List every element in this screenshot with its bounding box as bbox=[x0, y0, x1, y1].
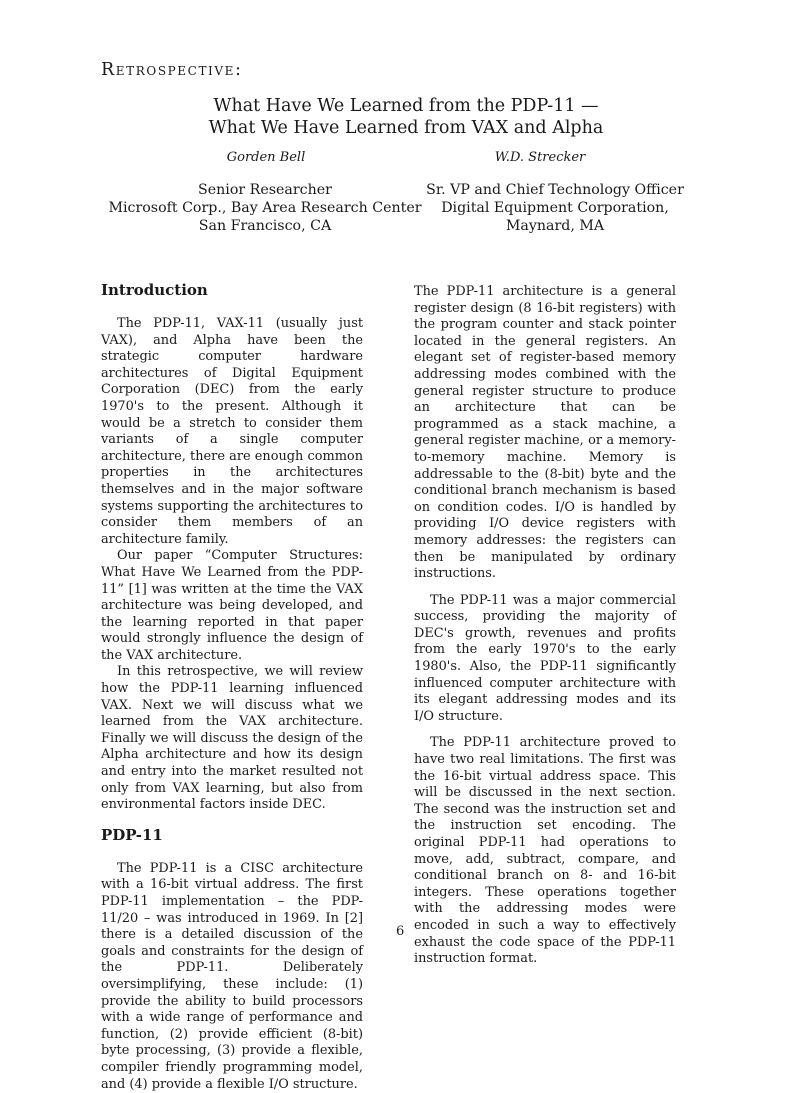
affiliation-line: Digital Equipment Corporation, bbox=[441, 200, 669, 216]
section-kicker: Retrospective: bbox=[101, 60, 243, 80]
section-heading-introduction: Introduction bbox=[101, 281, 208, 299]
section-heading-pdp11: PDP-11 bbox=[101, 825, 163, 844]
paragraph-continuation: The PDP-11 architecture is a general register design (8 16-bit registers) with the program counter and stack pointer located in the general registers. An elegant set of register-based memory addressing modes combined with the general register structure to produce an architecture that can be programmed as a stack machine, a general register machine, or a memory-to-memory machine. Memory is addressable to the (8-bit) byte and the conditional branch mechanism is based on condition codes. I/O is handled by providing I/O device registers with memory addresses: the registers can then be manipulated by ordinary instructions. bbox=[414, 284, 676, 582]
affiliation-line: Senior Researcher bbox=[198, 182, 332, 198]
paragraph: Our paper “Computer Structures: What Have We Learned from the PDP-11” [1] was written at the time the VAX architecture was being developed, and the learning reported in that paper would strongly influence the design of the VAX architecture. bbox=[101, 548, 363, 663]
affiliation-line: San Francisco, CA bbox=[198, 218, 332, 234]
author-name-2: W.D. Strecker bbox=[494, 150, 586, 165]
paragraph: The PDP-11 is a CISC architecture with a 16-bit virtual address. The first PDP-11 implementation – the PDP-11/20 – was introduced in 1969. In [2] there is a detailed discussion of the goals and constraints for the design of the PDP-11. Deliberately oversimplifying, these include: (1) provide the ability to build processors with a wide range of performance and function, (2) provide efficient (8-bit) byte processing, (3) provide a flexible, compiler friendly programming model, and (4) provide a flexible I/O structure. bbox=[101, 860, 363, 1092]
affiliation-line: Maynard, MA bbox=[505, 218, 605, 234]
paragraph: The PDP-11, VAX-11 (usually just VAX), and Alpha have been the strategic computer hardware architectures of Digital Equipment Corporation (DEC) from the early 1970's to the present. Although it would be a stretch to consider them variants of a single computer architecture, there are enough common properties in the architectures themselves and in the major software systems supporting the architectures to consider them members of an architecture family. bbox=[101, 316, 363, 547]
paper-title-line-2: What We Have Learned from VAX and Alpha bbox=[208, 118, 604, 138]
paper-title-line-1: What Have We Learned from the PDP-11 — bbox=[213, 96, 599, 116]
author-affiliation-2 bbox=[400, 181, 710, 235]
author-affiliation-1 bbox=[90, 181, 440, 235]
paragraph: The PDP-11 architecture proved to have two real limitations. The first was the 16-bit virtual address space. This will be discussed in the next section. The second was the instruction set and the instruction set encoding. The original PDP-11 had operations to move, add, subtract, compare, and conditional branch on 8- and 16-bit integers. These operations together with the addressing modes were encoded in such a way to effectively exhaust the code space of the PDP-11 instruction format. bbox=[414, 735, 676, 967]
author-name-1: Gorden Bell bbox=[226, 150, 306, 165]
page-number: 6 bbox=[396, 924, 405, 939]
paragraph: In this retrospective, we will review how the PDP-11 learning influenced VAX. Next we will discuss what we learned from the VAX architecture. Finally we will discuss the design of the Alpha architecture and how its design and entry into the market resulted not only from VAX learning, but also from environmental factors inside DEC. bbox=[101, 664, 363, 813]
paragraph: The PDP-11 was a major commercial success, providing the majority of DEC's growth, revenues and profits from the early 1970's to the early 1980's. Also, the PDP-11 significantly influenced computer architecture with its elegant addressing modes and its I/O structure. bbox=[414, 592, 676, 724]
affiliation-line: Sr. VP and Chief Technology Officer bbox=[426, 182, 684, 198]
right-column bbox=[414, 284, 676, 978]
affiliation-line: Microsoft Corp., Bay Area Research Center bbox=[108, 200, 422, 216]
left-column bbox=[101, 281, 363, 1093]
